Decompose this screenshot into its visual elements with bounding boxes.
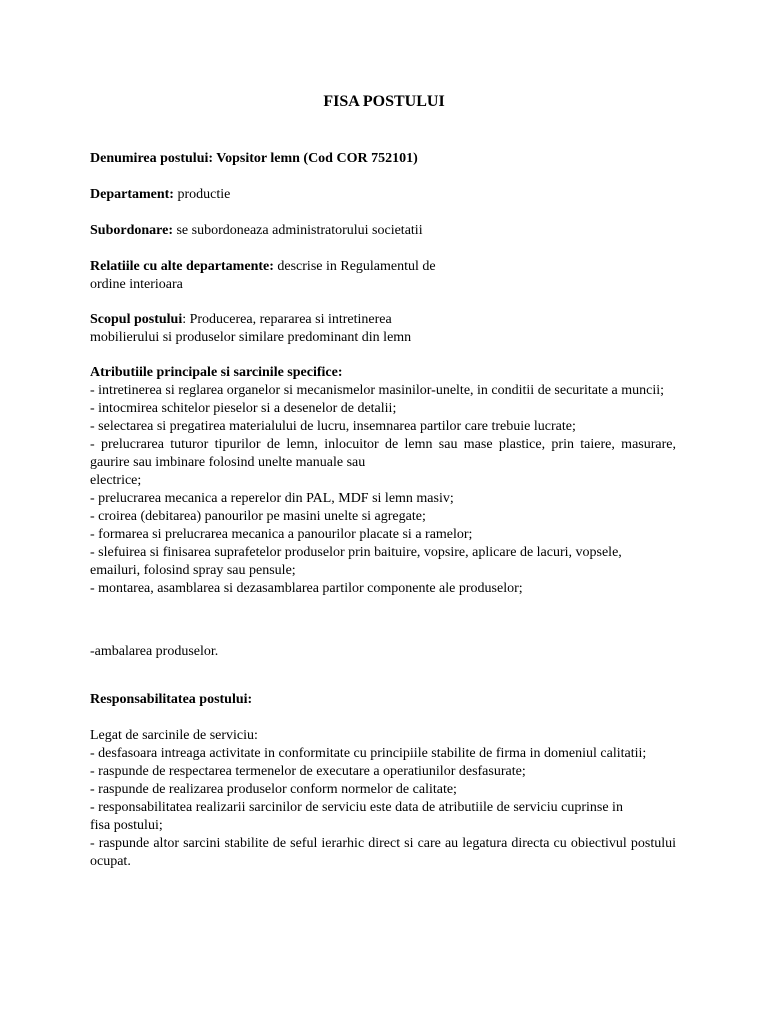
responsibility-intro: Legat de sarcinile de serviciu: [90, 728, 258, 743]
job-name-line [90, 150, 676, 168]
relations-paragraph [90, 258, 676, 294]
duty-item: - prelucrarea tuturor tipurilor de lemn, inlocuitor de lemn sau mase plastice, prin taiere, masurare, gaurire sau imbinare folosind unelte manuale sau [90, 437, 676, 470]
relations-value-2: ordine interioara [90, 277, 183, 292]
scope-label: Scopul postului [90, 312, 183, 327]
job-name-label: Denumirea postului: Vopsitor lemn (Cod COR 752101) [90, 151, 418, 166]
responsibility-item: - desfasoara intreaga activitate in conformitate cu principiile stabilite de firma in domeniul calitatii; [90, 746, 647, 761]
duty-item: - slefuirea si finisarea suprafetelor produselor prin baituire, vopsire, aplicare de lacuri, vopsele, [90, 545, 622, 560]
duty-last-item: -ambalarea produselor. [90, 644, 219, 659]
duties-section [90, 364, 676, 598]
department-label: Departament: [90, 187, 174, 202]
relations-label: Relatiile cu alte departamente: [90, 259, 274, 274]
duty-item: electrice; [90, 473, 142, 488]
duty-item: - montarea, asamblarea si dezasamblarea partilor componente ale produselor; [90, 581, 523, 596]
duty-item: - intocmirea schitelor pieselor si a desenelor de detalii; [90, 401, 397, 416]
scope-paragraph [90, 311, 676, 347]
department-line [90, 186, 676, 204]
duty-item: - prelucrarea mecanica a reperelor din PAL, MDF si lemn masiv; [90, 491, 454, 506]
duty-item: - selectarea si pregatirea materialului de lucru, insemnarea partilor care trebuie lucrate; [90, 419, 576, 434]
responsibility-item: fisa postului; [90, 818, 163, 833]
responsibility-heading-line [90, 691, 676, 709]
subordination-line [90, 222, 676, 240]
scope-value-1: : Producerea, repararea si intretinerea [182, 312, 392, 327]
duties-heading: Atributiile principale si sarcinile specifice: [90, 365, 343, 380]
duty-item: - croirea (debitarea) panourilor pe masini unelte si agregate; [90, 509, 426, 524]
scope-value-2: mobilierului si produselor similare predominant din lemn [90, 330, 412, 345]
subordination-label: Subordonare: [90, 223, 173, 238]
document-title: FISA POSTULUI [323, 93, 445, 110]
responsibility-section [90, 727, 676, 871]
responsibility-item: - raspunde de realizarea produselor conform normelor de calitate; [90, 782, 457, 797]
relations-value-1: descrise in Regulamentul de [273, 259, 436, 274]
responsibility-heading: Responsabilitatea postului: [90, 692, 253, 707]
responsibility-item: - raspunde de respectarea termenelor de executare a operatiunilor desfasurate; [90, 764, 526, 779]
department-value: productie [173, 187, 231, 202]
duty-item: - intretinerea si reglarea organelor si mecanismelor masinilor-unelte, in conditii de securitate a muncii; [90, 383, 665, 398]
responsibility-item: - responsabilitatea realizarii sarcinilor de serviciu este data de atributiile de serviciu cuprinse in [90, 800, 623, 815]
duty-item: - formarea si prelucrarea mecanica a panourilor placate si a ramelor; [90, 527, 473, 542]
duty-item: emailuri, folosind spray sau pensule; [90, 563, 296, 578]
responsibility-item: - raspunde altor sarcini stabilite de seful ierarhic direct si care au legatura directa cu obiectivul postului ocupat. [90, 836, 676, 869]
subordination-value: se subordoneaza administratorului societatii [172, 223, 423, 238]
